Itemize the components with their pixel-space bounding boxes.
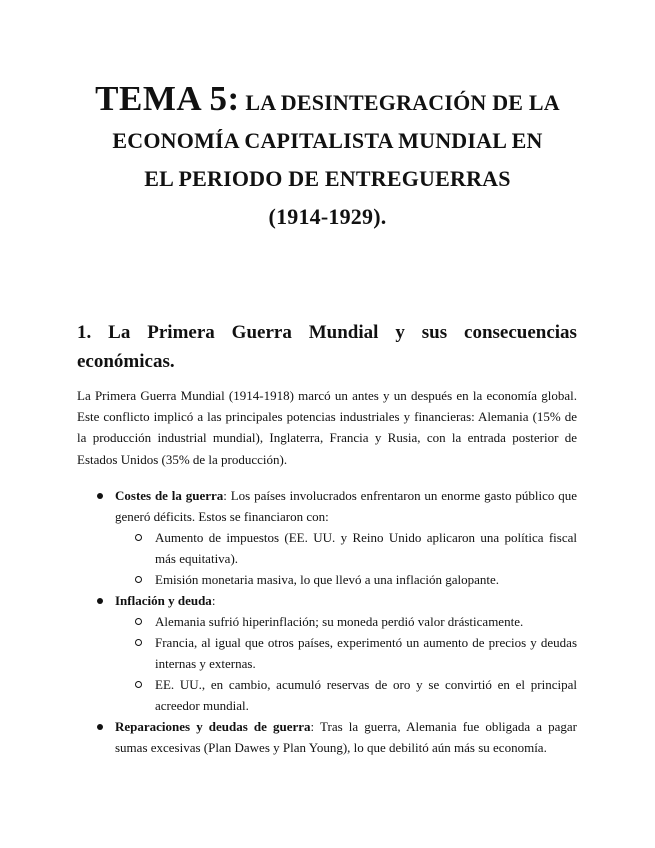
title-line-4: (1914-1929). (268, 204, 387, 229)
title-line-3: EL PERIODO DE ENTREGUERRAS (144, 166, 511, 191)
section-heading-line-2: económicas. (77, 351, 175, 372)
heading-word: Mundial (308, 322, 379, 343)
heading-word: sus (421, 322, 448, 343)
circle-bullet-icon (135, 534, 142, 541)
sub-list-item-text: Aumento de impuestos (EE. UU. y Reino Unido aplicaron una política fiscal más equitativa). (155, 530, 577, 566)
title-line-1-rest: LA DESINTEGRACIÓN DE LA (245, 90, 560, 115)
list-item-text: : (211, 593, 216, 608)
heading-word: consecuencias (464, 322, 577, 343)
bullet-icon (97, 493, 103, 499)
section-heading (77, 318, 577, 376)
title-line-1 (60, 80, 595, 122)
list-item-text: : Tras la guerra, Alemania fue obligada a pagar sumas excesivas (Plan Dawes y Plan Young), lo que debilitó aún más su economía. (115, 719, 577, 755)
bullet-list (77, 485, 577, 758)
circle-bullet-icon (135, 618, 142, 625)
sub-list-item (77, 611, 577, 632)
title-tema: TEMA 5: (95, 79, 240, 118)
list-item-text: : Los países involucrados enfrentaron un enorme gasto público que generó déficits. Estos se financiaron con: (115, 488, 577, 524)
list-item (77, 716, 577, 758)
heading-word: Guerra (231, 322, 292, 343)
title-line-2: ECONOMÍA CAPITALISTA MUNDIAL EN (112, 128, 543, 153)
circle-bullet-icon (135, 576, 142, 583)
document-title (60, 80, 595, 236)
heading-word: 1. (77, 322, 92, 343)
section-heading-line-1 (77, 318, 577, 347)
sub-list-item (77, 674, 577, 716)
sub-list-item-text: EE. UU., en cambio, acumuló reservas de oro y se convirtió en el principal acreedor mundial. (155, 677, 577, 713)
intro-paragraph: La Primera Guerra Mundial (1914-1918) marcó un antes y un después en la economía global. Este conflicto implicó a las principales potencias industriales y financieras: Alemania (15% de la producción industrial mundial), Inglaterra, Francia y Rusia, con la entrada posterior de Estados Unidos (35% de la producción). (77, 388, 577, 467)
heading-word: Primera (147, 322, 215, 343)
list-item-label: Costes de la guerra (115, 488, 224, 503)
list-item-label: Inflación y deuda (115, 593, 212, 608)
sub-list-item-text: Emisión monetaria masiva, lo que llevó a una inflación galopante. (155, 572, 500, 587)
list-item (77, 485, 577, 527)
circle-bullet-icon (135, 681, 142, 688)
bullet-icon (97, 724, 103, 730)
sub-list-item (77, 569, 577, 590)
circle-bullet-icon (135, 639, 142, 646)
list-item (77, 590, 577, 611)
sub-list-item (77, 527, 577, 569)
heading-word: y (395, 322, 405, 343)
list-item-label: Reparaciones y deudas de guerra (115, 719, 311, 734)
sub-list-item-text: Alemania sufrió hiperinflación; su moneda perdió valor drásticamente. (155, 614, 524, 629)
sub-list-item (77, 632, 577, 674)
sub-list-item-text: Francia, al igual que otros países, experimentó un aumento de precios y deudas internas y externas. (155, 635, 577, 671)
heading-word: La (108, 322, 131, 343)
bullet-icon (97, 598, 103, 604)
